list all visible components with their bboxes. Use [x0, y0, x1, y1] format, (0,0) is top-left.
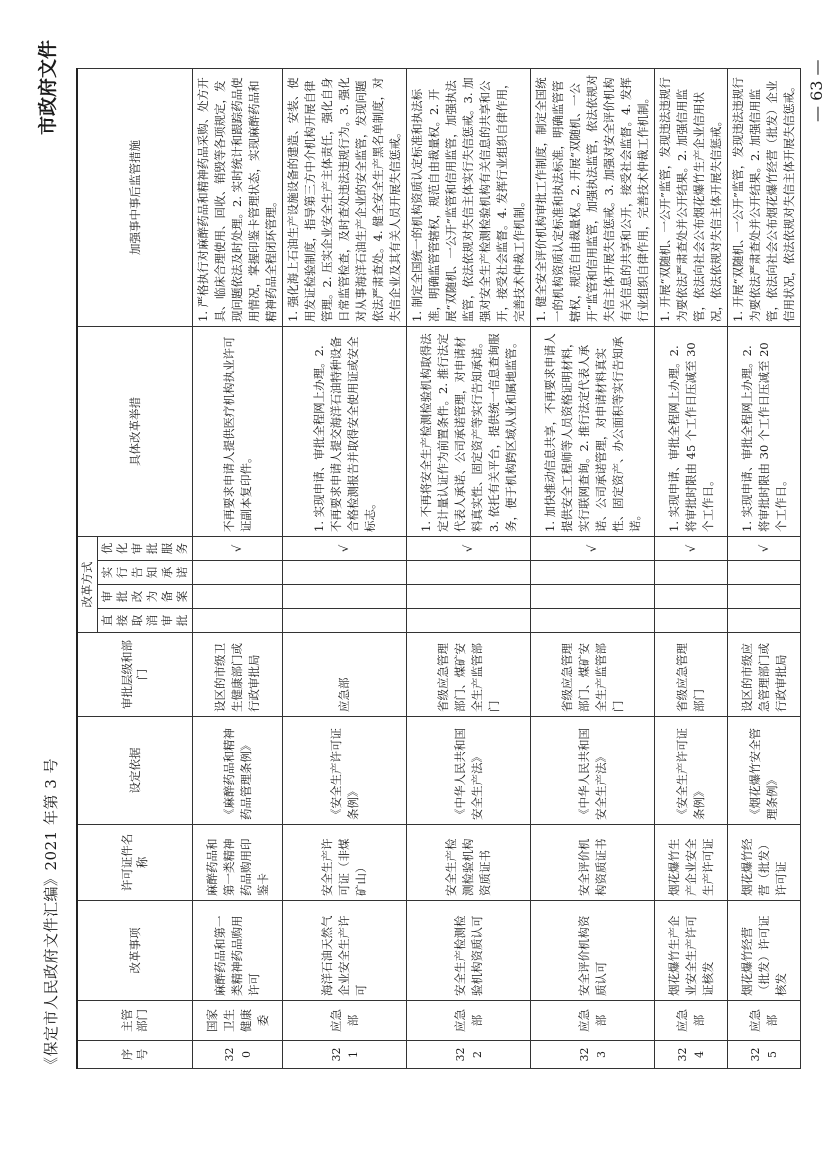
cell-level: 设区的市级应急管理部门或行政审批局: [728, 633, 801, 717]
cell-method-cancel: [655, 609, 728, 633]
cell-method-optimize: √: [531, 537, 655, 561]
cell-dept: 应急部: [728, 1001, 801, 1041]
cell-method-commitment: [531, 561, 655, 585]
table-row: [193, 69, 283, 1069]
cell-supervision: 1. 制定全国统一的机构资质认定标准和执法标准，明确监管管辖权，规范自由裁量权。2. 开展“双随机、一公开”监管和信用监管，加强执法监管，依法依规对失信主体实行失信惩戒。3. 加强对安全生产检测检验机构有关信息的共享和公开，接受社会监督。4. 发挥行业组织自律作用，完善技术仲裁工作机制。: [407, 69, 531, 327]
cell-measures: 不再要求申请人提供医疗机构执业许可证副本复印件。: [193, 327, 283, 537]
cell-method-optimize: √: [283, 537, 407, 561]
col-header-method: 改革方式: [77, 537, 98, 633]
cell-method-optimize: √: [407, 537, 531, 561]
cell-dept: 应急部: [407, 1001, 531, 1041]
cell-license: 安全生产检测检验机构资质证书: [407, 825, 531, 901]
col-header-method-optimize: 优化审批服务: [98, 537, 193, 561]
cell-method-commitment: [728, 561, 801, 585]
cell-method-filing: [407, 585, 531, 609]
cell-dept: 应急部: [283, 1001, 407, 1041]
cell-supervision: 1. 强化海上石油生产设施设备的建造、安装、使用发证检验制度，指导第三方中介机构开展自律管理。2. 压实企业安全生产主体责任，强化自身日常监管检查，及时查处违法违规行为。3. 强化对从事海洋石油生产企业的安全监管，发现问题依法严肃查处。4. 健全安全生产黑名单制度，对失信企业及其有关人员开展失信惩戒。: [283, 69, 407, 327]
col-header-seq: 序号: [77, 1041, 193, 1069]
cell-supervision: 1. 开展“双随机、一公开”监管，发现违法违规行为要依法严肃查处并公开结果。2. 加强信用监管，依法向社会公布烟花爆竹生产企业信用状况，依法依规对失信主体开展失信惩戒。: [655, 69, 728, 327]
table-row: [407, 69, 531, 1069]
cell-method-filing: [728, 585, 801, 609]
cell-license: 安全生产许可证（非煤矿山）: [283, 825, 407, 901]
cell-seq: 323: [531, 1041, 655, 1069]
cell-level: 应急部: [283, 633, 407, 717]
cell-method-filing: [283, 585, 407, 609]
col-header-supervision: 加强事中事后监管措施: [77, 69, 193, 327]
cell-seq: 322: [407, 1041, 531, 1069]
cell-seq: 324: [655, 1041, 728, 1069]
cell-level: 省级应急管理部门、煤矿安全生产监管部门: [407, 633, 531, 717]
table-row: [531, 69, 655, 1069]
cell-license: 烟花爆竹生产企业安全生产许可证: [655, 825, 728, 901]
cell-level: 设区的市级卫生健康部门或行政审批局: [193, 633, 283, 717]
cell-method-cancel: [193, 609, 283, 633]
table-row: [283, 69, 407, 1069]
cell-item: 烟花爆竹经营（批发）许可证核发: [728, 901, 801, 1001]
cell-basis: 《麻醉药品和精神药品管理条例》: [193, 717, 283, 825]
cell-seq: 325: [728, 1041, 801, 1069]
cell-method-filing: [531, 585, 655, 609]
table-row: [655, 69, 728, 1069]
cell-method-cancel: [283, 609, 407, 633]
col-header-level: 审批层级和部门: [77, 633, 193, 717]
publication-header: 《保定市人民政府文件汇编》2021 年第 3 号: [42, 757, 60, 1072]
col-header-license: 许可证件名称: [77, 825, 193, 901]
cell-method-optimize: √: [193, 537, 283, 561]
cell-item: 海洋石油天然气企业安全生产许可: [283, 901, 407, 1001]
cell-level: 省级应急管理部门、煤矿安全生产监管部门: [531, 633, 655, 717]
cell-method-cancel: [728, 609, 801, 633]
cell-method-commitment: [283, 561, 407, 585]
cell-seq: 320: [193, 1041, 283, 1069]
cell-item: 麻醉药品和第一类精神药品购用许可: [193, 901, 283, 1001]
cell-basis: 《安全生产许可证条例》: [655, 717, 728, 825]
col-header-item: 改革事项: [77, 901, 193, 1001]
page-number: — 63 —: [807, 59, 826, 122]
table-header-row: [77, 69, 98, 1069]
cell-item: 烟花爆竹生产企业安全生产许可证核发: [655, 901, 728, 1001]
cell-method-filing: [655, 585, 728, 609]
cell-license: 安全评价机构资质证书: [531, 825, 655, 901]
cell-method-commitment: [193, 561, 283, 585]
col-header-method-cancel: 直接取消审批: [98, 609, 193, 633]
cell-item: 安全评价机构资质认可: [531, 901, 655, 1001]
cell-method-optimize: √: [728, 537, 801, 561]
cell-basis: 《中华人民共和国安全生产法》: [407, 717, 531, 825]
cell-level: 省级应急管理部门: [655, 633, 728, 717]
cell-item: 安全生产检测检验机构资质认可: [407, 901, 531, 1001]
cell-method-cancel: [531, 609, 655, 633]
col-header-method-filing: 审批改为备案: [98, 585, 193, 609]
cell-supervision: 1. 严格执行对麻醉药品和精神药品采购、处方开具、临床合理使用、回收、销毁等各项规定，发现问题依法及时处理。2. 实时统计和跟踪药品使用情况，掌握印鉴卡管理状态，实现麻醉药品和精神药品全程闭环管理。: [193, 69, 283, 327]
col-header-method-commitment: 实行告知承诺: [98, 561, 193, 585]
section-header: 市政府文件: [37, 40, 59, 136]
cell-method-cancel: [407, 609, 531, 633]
col-header-dept: 主管部门: [77, 1001, 193, 1041]
cell-dept: 应急部: [655, 1001, 728, 1041]
cell-measures: 1. 实现申请、审批全程网上办理。2. 将审批时限由 30 个工作日压减至 20 个工作日。: [728, 327, 801, 537]
cell-seq: 321: [283, 1041, 407, 1069]
reform-table: [76, 68, 801, 1069]
cell-license: 烟花爆竹经营（批发）许可证: [728, 825, 801, 901]
cell-measures: 1. 加快推动信息共享，不再要求申请人提供安全工程师等人员资格证明材料，实行联网查询。2. 推行法定代表人承诺、公司承诺管理，对申请材料真实性、固定资产、办公面积等实行告知承诺。: [531, 327, 655, 537]
cell-measures: 1. 实现申请、审批全程网上办理。2. 不再要求申请人提交海洋石油特种设备合格检测报告并取得安全使用证或安全标志。: [283, 327, 407, 537]
cell-method-commitment: [655, 561, 728, 585]
table-row: [728, 69, 801, 1069]
cell-dept: 应急部: [531, 1001, 655, 1041]
cell-method-filing: [193, 585, 283, 609]
cell-supervision: 1. 开展“双随机、一公开”监管，发现违法违规行为要依法严肃查处并公开结果。2. 加强信用监管，依法向社会公布烟花爆竹经营（批发）企业信用状况，依法依规对失信主体开展失信惩戒。: [728, 69, 801, 327]
cell-method-optimize: √: [655, 537, 728, 561]
col-header-measures: 具体改革举措: [77, 327, 193, 537]
cell-license: 麻醉药品和第一类精神药品购用印鉴卡: [193, 825, 283, 901]
cell-method-commitment: [407, 561, 531, 585]
cell-supervision: 1. 健全安全评价机构审批工作制度，制定全国统一的机构资质认定标准和执法标准，明确监管管辖权，规范自由裁量权。2. 开展“双随机、一公开”监管和信用监管，加强执法监管，依法依规对失信主体开展失信惩戒。3. 加强对安全评价机构有关信息的共享和公开，接受社会监督。4. 发挥行业组织自律作用，完善技术仲裁工作机制。: [531, 69, 655, 327]
cell-measures: 1. 不再将安全生产检测检验机构取得法定计量认证作为前置条件。2. 推行法定代表人承诺、公司承诺管理，对申请材料真实性、固定资产等实行告知承诺。3. 依托有关平台，提供统一信息查询服务，便于机构跨区域从业和属地监管。: [407, 327, 531, 537]
cell-basis: 《烟花爆竹安全管理条例》: [728, 717, 801, 825]
cell-basis: 《中华人民共和国安全生产法》: [531, 717, 655, 825]
cell-dept: 国家卫生健康委: [193, 1001, 283, 1041]
cell-basis: 《安全生产许可证条例》: [283, 717, 407, 825]
cell-measures: 1. 实现申请、审批全程网上办理。2. 将审批时限由 45 个工作日压减至 30 个工作日。: [655, 327, 728, 537]
col-header-basis: 设定依据: [77, 717, 193, 825]
